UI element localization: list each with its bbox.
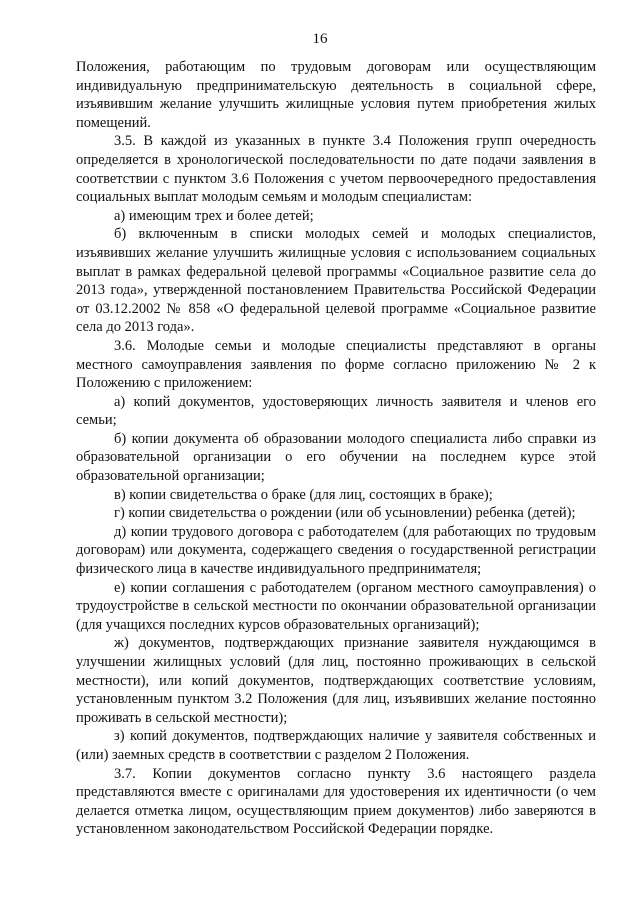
list-item-3-5-a: а) имеющим трех и более детей; — [114, 207, 314, 224]
list-item-3-6-g: г) копии свидетельства о рождении (или об усыновлении) ребенка (детей); — [114, 505, 576, 522]
list-item-3-6-a: а) копий документов, удостоверяющих личность заявителя и членов его семьи; — [76, 393, 596, 429]
list-item-3-6-v: в) копии свидетельства о браке (для лиц, состоящих в браке); — [114, 486, 493, 503]
document-body — [76, 58, 596, 839]
list-item-3-6-b: б) копии документа об образовании молодого специалиста либо справки из образовательной организации о его обучении на последнем курсе этой образовательной организации; — [76, 430, 596, 485]
list-item-3-5-b: б) включенным в списки молодых семей и молодых специалистов, изъявивших желание улучшить жилищные условия с использованием социальных выплат в рамках федеральной целевой программы «Социальное развитие села до 2013 года», утвержденной постановлением Правительства Российской Федерации от 03.12.2002 № 858 «О федеральной целевой программе «Социальное развитие села до 2013 года». — [76, 226, 596, 336]
list-item-3-6-d: д) копии трудового договора с работодателем (для работающих по трудовым договорам) или документа, содержащего сведения о государственной регистрации физического лица в качестве индивидуального предпринимателя; — [76, 523, 596, 578]
list-item-3-6-zh: ж) документов, подтверждающих признание заявителя нуждающимся в улучшении жилищных условий (для лиц, постоянно проживающих в сельской местности), или копий документов, подтверждающих соответствие условиям, установленным пунктом 3.2 Положения (для лиц, изъявивших желание постоянно проживать в сельской местности); — [76, 635, 596, 726]
list-item-3-6-e: е) копии соглашения с работодателем (органом местного самоуправления) о трудоустройстве в сельской местности по окончании образовательной организации (для учащихся последних курсов образовательных организаций); — [76, 579, 596, 633]
list-item-3-6-z: з) копий документов, подтверждающих наличие у заявителя собственных и (или) заемных средств в соответствии с разделом 2 Положения. — [76, 728, 596, 763]
paragraph-3-5: 3.5. В каждой из указанных в пункте 3.4 Положения групп очередность определяется в хронологической последовательности по дате подачи заявления в соответствии с пунктом 3.6 Положения с учетом первоочередного предоставления социальных выплат молодым семьям и молодым специалистам: — [76, 133, 596, 206]
paragraph-continuation: Положения, работающим по трудовым договорам или осуществляющим индивидуальную предпринимательскую деятельность в социальной сфере, изъявившим желание улучшить жилищные условия путем приобретения жилых помещений. — [76, 59, 596, 131]
paragraph-3-6: 3.6. Молодые семьи и молодые специалисты представляют в органы местного самоуправления заявления по форме согласно приложению № 2 к Положению с приложением: — [76, 337, 596, 392]
page-number: 16 — [312, 31, 328, 47]
paragraph-3-7: 3.7. Копии документов согласно пункту 3.6 настоящего раздела представляются вместе с оригиналами для удостоверения их идентичности (о чем делается отметка лицом, осуществляющим прием документов) либо заверяются в установленном законодательством Российской Федерации порядке. — [76, 765, 596, 838]
